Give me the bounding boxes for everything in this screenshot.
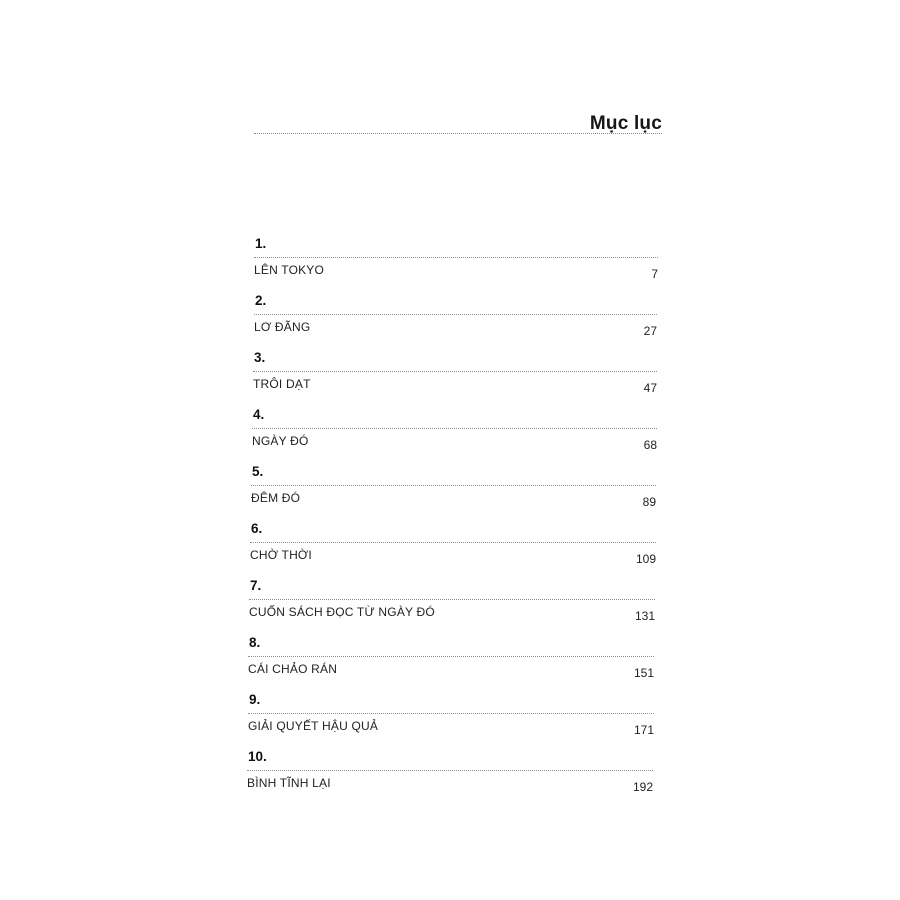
title-divider bbox=[254, 133, 662, 134]
page-title: Mục lục bbox=[589, 113, 662, 134]
chapter-title: LƠ ĐÃNG bbox=[254, 320, 311, 334]
chapter-number: 2. bbox=[255, 293, 267, 308]
chapter-page-number: 89 bbox=[642, 495, 656, 509]
toc-entry[interactable] bbox=[251, 464, 656, 514]
chapter-number: 6. bbox=[251, 521, 263, 536]
toc-entry[interactable] bbox=[250, 521, 656, 571]
entry-divider bbox=[247, 770, 653, 771]
chapter-number: 1. bbox=[255, 236, 267, 251]
chapter-number: 4. bbox=[253, 407, 265, 422]
entry-divider bbox=[254, 314, 657, 315]
entry-divider bbox=[251, 485, 656, 486]
toc-entry[interactable] bbox=[249, 578, 655, 628]
chapter-page-number: 68 bbox=[643, 438, 657, 452]
entry-divider bbox=[253, 371, 657, 372]
toc-entry[interactable] bbox=[253, 350, 657, 400]
chapter-page-number: 47 bbox=[643, 381, 657, 395]
chapter-number: 10. bbox=[248, 749, 267, 764]
chapter-page-number: 109 bbox=[635, 552, 656, 566]
chapter-title: BÌNH TĨNH LẠI bbox=[247, 776, 331, 790]
chapter-page-number: 192 bbox=[632, 780, 653, 794]
chapter-title: NGÀY ĐÓ bbox=[252, 434, 309, 448]
chapter-page-number: 151 bbox=[633, 666, 654, 680]
toc-entry[interactable] bbox=[254, 236, 658, 286]
entry-divider bbox=[254, 257, 658, 258]
entry-divider bbox=[248, 656, 654, 657]
chapter-number: 9. bbox=[249, 692, 261, 707]
chapter-title: CÁI CHẢO RÁN bbox=[248, 662, 338, 676]
entry-divider bbox=[252, 428, 657, 429]
entry-divider bbox=[250, 542, 656, 543]
chapter-page-number: 7 bbox=[651, 267, 658, 281]
chapter-number: 5. bbox=[252, 464, 264, 479]
entry-divider bbox=[248, 713, 654, 714]
chapter-title: GIẢI QUYẾT HẬU QUẢ bbox=[248, 719, 379, 733]
chapter-page-number: 171 bbox=[633, 723, 654, 737]
chapter-number: 8. bbox=[249, 635, 261, 650]
chapter-number: 3. bbox=[254, 350, 266, 365]
chapter-title: TRÔI DẠT bbox=[253, 377, 311, 391]
toc-entry[interactable] bbox=[248, 635, 654, 685]
chapter-page-number: 131 bbox=[634, 609, 655, 623]
chapter-title: CHỜ THỜI bbox=[250, 548, 312, 562]
toc-entry[interactable] bbox=[254, 293, 657, 343]
toc-entry[interactable] bbox=[252, 407, 657, 457]
chapter-title: ĐÊM ĐÓ bbox=[251, 491, 301, 505]
entry-divider bbox=[249, 599, 655, 600]
toc-entry[interactable] bbox=[247, 749, 653, 799]
toc-entry[interactable] bbox=[248, 692, 654, 742]
chapter-number: 7. bbox=[250, 578, 262, 593]
chapter-title: CUỐN SÁCH ĐỌC TỪ NGÀY ĐÓ bbox=[249, 605, 435, 619]
chapter-page-number: 27 bbox=[643, 324, 657, 338]
chapter-title: LÊN TOKYO bbox=[254, 263, 325, 277]
